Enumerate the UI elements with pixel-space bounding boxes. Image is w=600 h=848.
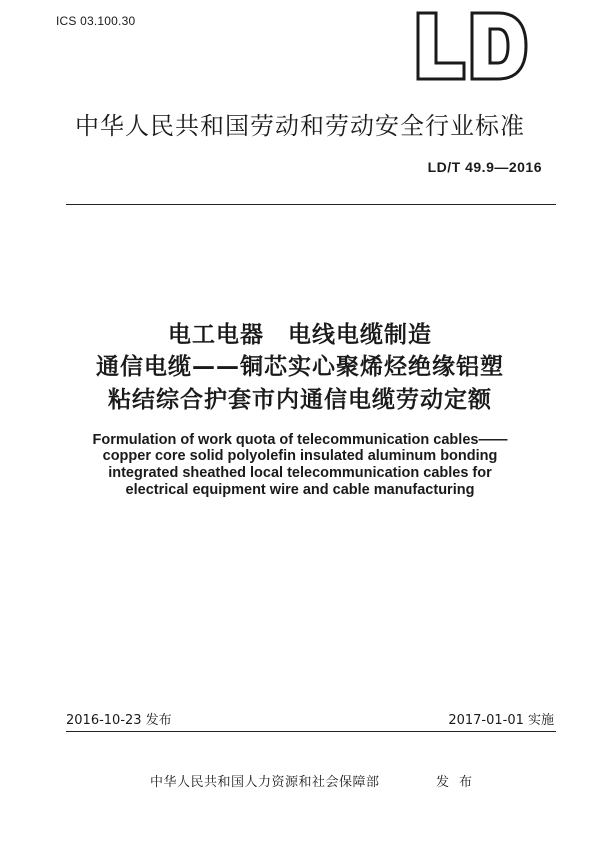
- english-title-line-3: integrated sheathed local telecommunication cables for: [108, 465, 492, 481]
- standard-category: 中华人民共和国劳动和劳动安全行业标准: [75, 112, 525, 140]
- english-title-line-2: copper core solid polyolefin insulated aluminum bonding: [102, 448, 498, 464]
- standard-number: LD/T 49.9—2016: [427, 159, 542, 175]
- effective-date: 2017-01-01 实施: [448, 713, 554, 728]
- footer-rule: [66, 731, 556, 732]
- english-title-line-4: electrical equipment wire and cable manufacturing: [125, 482, 475, 498]
- ld-logo: [412, 5, 532, 85]
- publish-label: 发布: [436, 775, 483, 790]
- ics-code: ICS 03.100.30: [56, 14, 136, 28]
- chinese-title-line-1: 电工电器 电线电缆制造: [168, 322, 432, 348]
- english-title-line-1: Formulation of work quota of telecommunication cables——: [92, 432, 508, 448]
- chinese-title-line-3: 粘结综合护套市内通信电缆劳动定额: [108, 387, 492, 413]
- publisher-name: 中华人民共和国人力资源和社会保障部: [150, 775, 380, 790]
- header-rule: [66, 204, 556, 205]
- issue-date: 2016-10-23 发布: [66, 713, 172, 728]
- chinese-title-line-2: 通信电缆——铜芯实心聚烯烃绝缘铝塑: [96, 354, 504, 380]
